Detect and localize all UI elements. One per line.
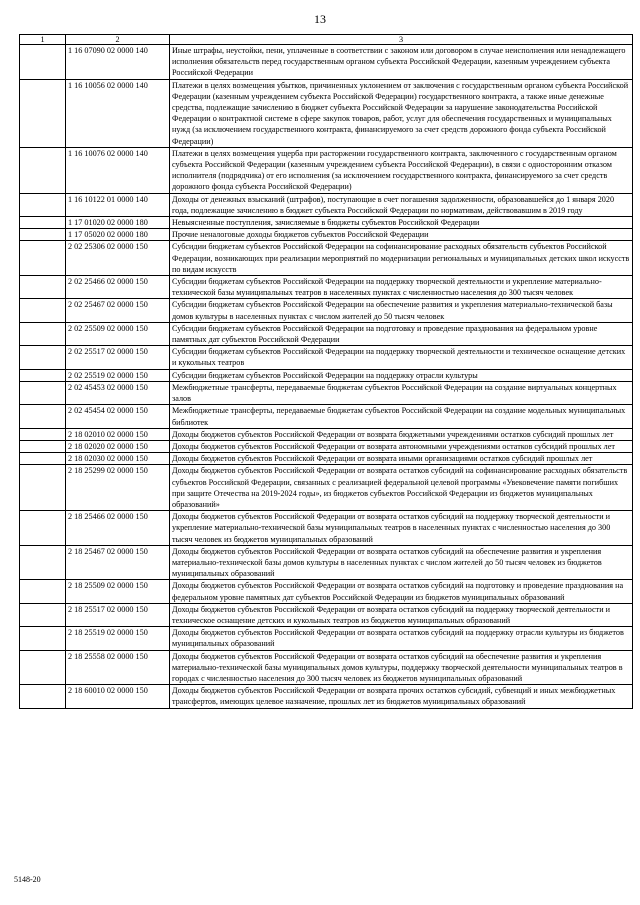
revenue-description-cell: Субсидии бюджетам субъектов Российской Федерации на софинансирование расходных обязательств субъектов Российской Федерации, возникающих при реализации мероприятий по модернизации региональных и муниципальных детских школ искусств по видам искусств bbox=[170, 241, 633, 276]
row-number-cell bbox=[20, 217, 66, 229]
revenue-description-cell: Доходы бюджетов субъектов Российской Федерации от возврата автономными учреждениями остатков субсидий прошлых лет bbox=[170, 440, 633, 452]
table-row bbox=[20, 346, 633, 369]
table-row bbox=[20, 381, 633, 404]
row-number-cell bbox=[20, 685, 66, 708]
budget-code-cell: 2 18 25517 02 0000 150 bbox=[66, 603, 170, 626]
budget-code-cell: 1 17 01020 02 0000 180 bbox=[66, 217, 170, 229]
table-row bbox=[20, 580, 633, 603]
table-row bbox=[20, 627, 633, 650]
revenue-description-cell: Платежи в целях возмещения убытков, причиненных уклонением от заключения с государственным органом субъекта Российской Федерации (казенным учреждением субъекта Российской Федерации) государственного контракта, а также иные денежные средства, подлежащие зачислению в бюджет субъекта Российской Федерации за нарушение законодательства Российской Федерации о контрактной системе в сфере закупок товаров, работ, услуг для обеспечения государственных и муниципальных нужд (за исключением государственного контракта, финансируемого за счет средств дорожного фонда субъекта Российской Федерации) bbox=[170, 79, 633, 147]
revenue-description-cell: Межбюджетные трансферты, передаваемые бюджетам субъектов Российской Федерации на создание виртуальных концертных залов bbox=[170, 381, 633, 404]
budget-code-cell: 2 18 25467 02 0000 150 bbox=[66, 545, 170, 580]
footer-document-code: 5148-20 bbox=[14, 875, 41, 884]
budget-code-cell: 2 18 60010 02 0000 150 bbox=[66, 685, 170, 708]
revenue-description-cell: Субсидии бюджетам субъектов Российской Федерации на поддержку творческой деятельности и укрепление материально-технической базы муниципальных театров в населенных пунктах с численностью населения до 300 тысяч человек bbox=[170, 276, 633, 299]
row-number-cell bbox=[20, 580, 66, 603]
row-number-cell bbox=[20, 241, 66, 276]
table-row bbox=[20, 511, 633, 546]
budget-code-cell: 2 18 02030 02 0000 150 bbox=[66, 453, 170, 465]
revenue-description-cell: Доходы бюджетов субъектов Российской Федерации от возврата бюджетными учреждениями остатков субсидий прошлых лет bbox=[170, 428, 633, 440]
table-header-row bbox=[20, 35, 633, 45]
revenue-description-cell: Доходы от денежных взысканий (штрафов), поступающие в счет погашения задолженности, образовавшейся до 1 января 2020 года, подлежащие зачислению в бюджет субъекта Российской Федерации по нормативам, действовавшим в 2019 году bbox=[170, 193, 633, 216]
budget-code-cell: 2 18 25509 02 0000 150 bbox=[66, 580, 170, 603]
revenue-description-cell: Субсидии бюджетам субъектов Российской Федерации на поддержку отрасли культуры bbox=[170, 369, 633, 381]
revenue-code-table bbox=[19, 34, 633, 709]
table-body bbox=[20, 45, 633, 709]
budget-code-cell: 2 18 02010 02 0000 150 bbox=[66, 428, 170, 440]
budget-code-cell: 2 18 25299 02 0000 150 bbox=[66, 465, 170, 511]
row-number-cell bbox=[20, 627, 66, 650]
row-number-cell bbox=[20, 299, 66, 322]
budget-code-cell: 1 17 05020 02 0000 180 bbox=[66, 229, 170, 241]
table-row bbox=[20, 322, 633, 345]
row-number-cell bbox=[20, 453, 66, 465]
table-header bbox=[20, 35, 633, 45]
table-row bbox=[20, 603, 633, 626]
table-row bbox=[20, 45, 633, 80]
column-header-2: 2 bbox=[66, 35, 170, 45]
table-row bbox=[20, 217, 633, 229]
revenue-description-cell: Невыясненные поступления, зачисляемые в бюджеты субъектов Российской Федерации bbox=[170, 217, 633, 229]
table-row bbox=[20, 685, 633, 708]
row-number-cell bbox=[20, 276, 66, 299]
row-number-cell bbox=[20, 405, 66, 428]
page-number: 13 bbox=[314, 12, 326, 26]
table-row bbox=[20, 241, 633, 276]
revenue-description-cell: Субсидии бюджетам субъектов Российской Федерации на обеспечение развития и укрепления материально-технической базы домов культуры в населенных пунктах с числом жителей до 50 тысяч человек bbox=[170, 299, 633, 322]
table-row bbox=[20, 369, 633, 381]
table-row bbox=[20, 650, 633, 685]
table-row bbox=[20, 428, 633, 440]
row-number-cell bbox=[20, 545, 66, 580]
table-row bbox=[20, 229, 633, 241]
revenue-description-cell: Доходы бюджетов субъектов Российской Федерации от возврата остатков субсидий на обеспечение развития и укрепления материально-технической базы муниципальных домов культуры, поддержку творческой деятельности муниципальных театров в городах с численностью населения до 300 тысяч человек из бюджетов муниципальных образований bbox=[170, 650, 633, 685]
revenue-description-cell: Доходы бюджетов субъектов Российской Федерации от возврата остатков субсидий на подготовку и проведение празднования на федеральном уровне памятных дат субъектов Российской Федерации из бюджетов муниципальных образований bbox=[170, 580, 633, 603]
table-row bbox=[20, 545, 633, 580]
revenue-description-cell: Доходы бюджетов субъектов Российской Федерации от возврата остатков субсидий на обеспечение развития и укрепления материально-технической базы домов культуры в населенных пунктах с числом жителей до 50 тысяч человек из бюджетов муниципальных образований bbox=[170, 545, 633, 580]
row-number-cell bbox=[20, 229, 66, 241]
revenue-description-cell: Доходы бюджетов субъектов Российской Федерации от возврата остатков субсидий на софинансирование расходных обязательств субъектов Российской Федерации, связанных с реализацией федеральной целевой программы «Увековечение памяти погибших при защите Отечества на 2019-2024 годы», из бюджетов субъектов Российской Федерации из бюджетов муниципальных образований» bbox=[170, 465, 633, 511]
budget-code-cell: 2 02 45453 02 0000 150 bbox=[66, 381, 170, 404]
row-number-cell bbox=[20, 45, 66, 80]
row-number-cell bbox=[20, 193, 66, 216]
row-number-cell bbox=[20, 346, 66, 369]
revenue-description-cell: Прочие неналоговые доходы бюджетов субъектов Российской Федерации bbox=[170, 229, 633, 241]
row-number-cell bbox=[20, 322, 66, 345]
revenue-description-cell: Доходы бюджетов субъектов Российской Федерации от возврата остатков субсидий на поддержку творческой деятельности и техническое оснащение детских и кукольных театров из бюджетов муниципальных образований bbox=[170, 603, 633, 626]
budget-code-cell: 1 16 10076 02 0000 140 bbox=[66, 147, 170, 193]
table-row bbox=[20, 440, 633, 452]
revenue-description-cell: Доходы бюджетов субъектов Российской Федерации от возврата иными организациями остатков субсидий прошлых лет bbox=[170, 453, 633, 465]
revenue-description-cell: Иные штрафы, неустойки, пени, уплаченные в соответствии с законом или договором в случае неисполнения или ненадлежащего исполнения обязательств перед государственным органом субъекта Российской Федерации, казенным учреждением субъекта Российской Федерации bbox=[170, 45, 633, 80]
table-row bbox=[20, 276, 633, 299]
budget-code-cell: 2 02 25467 02 0000 150 bbox=[66, 299, 170, 322]
row-number-cell bbox=[20, 511, 66, 546]
row-number-cell bbox=[20, 650, 66, 685]
budget-code-cell: 2 02 25517 02 0000 150 bbox=[66, 346, 170, 369]
row-number-cell bbox=[20, 79, 66, 147]
revenue-description-cell: Доходы бюджетов субъектов Российской Федерации от возврата прочих остатков субсидий, субвенций и иных межбюджетных трансфертов, имеющих целевое назначение, прошлых лет из бюджетов муниципальных образований bbox=[170, 685, 633, 708]
column-header-1: 1 bbox=[20, 35, 66, 45]
budget-code-cell: 2 02 25509 02 0000 150 bbox=[66, 322, 170, 345]
row-number-cell bbox=[20, 428, 66, 440]
budget-code-cell: 1 16 07090 02 0000 140 bbox=[66, 45, 170, 80]
budget-code-cell: 1 16 10122 01 0000 140 bbox=[66, 193, 170, 216]
revenue-description-cell: Платежи в целях возмещения ущерба при расторжении государственного контракта, заключенного с государственным органом субъекта Российской Федерации (казенным учреждением субъекта Российской Федерации), в связи с односторонним отказом исполнителя (подрядчика) от его исполнения (за исключением государственного контракта, финансируемого за счет средств дорожного фонда субъекта Российской Федерации) bbox=[170, 147, 633, 193]
row-number-cell bbox=[20, 440, 66, 452]
budget-code-cell: 1 16 10056 02 0000 140 bbox=[66, 79, 170, 147]
row-number-cell bbox=[20, 147, 66, 193]
row-number-cell bbox=[20, 465, 66, 511]
row-number-cell bbox=[20, 603, 66, 626]
table-row bbox=[20, 299, 633, 322]
table-row bbox=[20, 453, 633, 465]
revenue-description-cell: Субсидии бюджетам субъектов Российской Федерации на подготовку и проведение празднования на федеральном уровне памятных дат субъектов Российской Федерации bbox=[170, 322, 633, 345]
budget-code-cell: 2 18 25558 02 0000 150 bbox=[66, 650, 170, 685]
budget-code-cell: 2 18 25466 02 0000 150 bbox=[66, 511, 170, 546]
table-row bbox=[20, 147, 633, 193]
table-row bbox=[20, 79, 633, 147]
row-number-cell bbox=[20, 369, 66, 381]
revenue-description-cell: Субсидии бюджетам субъектов Российской Федерации на поддержку творческой деятельности и техническое оснащение детских и кукольных театров bbox=[170, 346, 633, 369]
budget-code-cell: 2 18 25519 02 0000 150 bbox=[66, 627, 170, 650]
budget-code-cell: 2 02 45454 02 0000 150 bbox=[66, 405, 170, 428]
table-row bbox=[20, 465, 633, 511]
table-row bbox=[20, 193, 633, 216]
budget-code-cell: 2 02 25466 02 0000 150 bbox=[66, 276, 170, 299]
revenue-description-cell: Доходы бюджетов субъектов Российской Федерации от возврата остатков субсидий на поддержку творческой деятельности и укрепление материально-технической базы муниципальных театров в населенных пунктах с численностью населения до 300 тысяч человек из бюджетов муниципальных образований bbox=[170, 511, 633, 546]
budget-code-cell: 2 18 02020 02 0000 150 bbox=[66, 440, 170, 452]
budget-code-cell: 2 02 25306 02 0000 150 bbox=[66, 241, 170, 276]
revenue-description-cell: Межбюджетные трансферты, передаваемые бюджетам субъектов Российской Федерации на создание модельных муниципальных библиотек bbox=[170, 405, 633, 428]
budget-code-cell: 2 02 25519 02 0000 150 bbox=[66, 369, 170, 381]
revenue-description-cell: Доходы бюджетов субъектов Российской Федерации от возврата остатков субсидий на поддержку отрасли культуры из бюджетов муниципальных образований bbox=[170, 627, 633, 650]
column-header-3: 3 bbox=[170, 35, 633, 45]
row-number-cell bbox=[20, 381, 66, 404]
table-row bbox=[20, 405, 633, 428]
